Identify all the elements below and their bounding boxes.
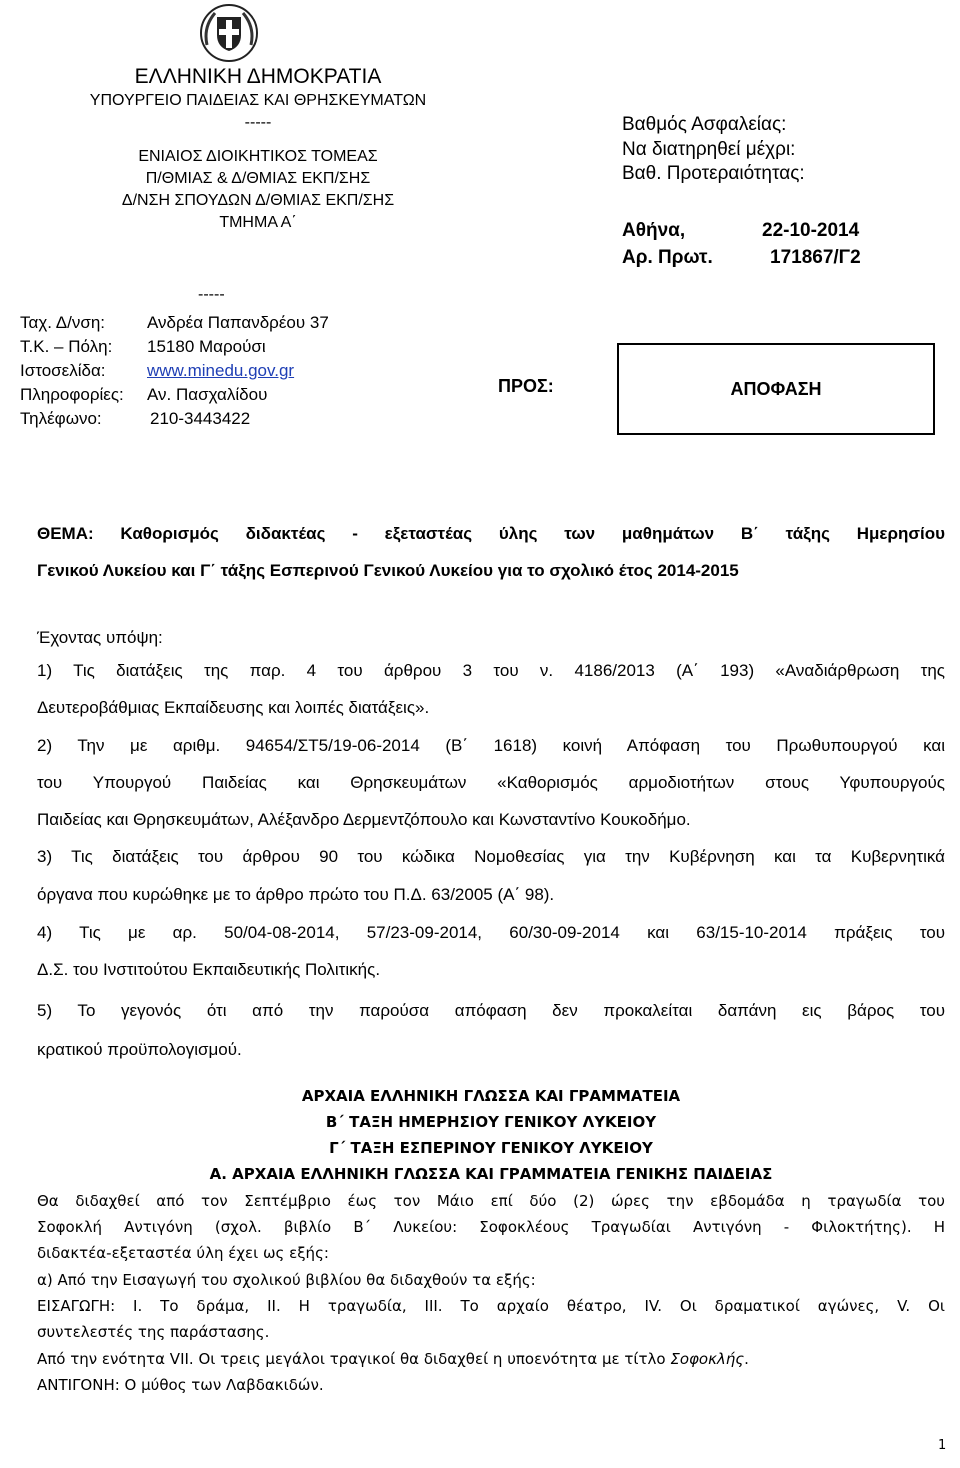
- postcode-label: Τ.Κ. – Πόλη:: [20, 337, 113, 356]
- body-p1-line-2: Σοφοκλή Αντιγόνη (σχολ. βιβλίο Β΄ Λυκείου: Σοφοκλέους Τραγωδίαι Αντιγόνη - Φιλοκτήτης). Η: [37, 1218, 945, 1236]
- postcode-value: 15180 Μαρούσι: [147, 337, 266, 356]
- considering-heading: Έχοντας υπόψη:: [37, 628, 163, 647]
- to-label: ΠΡΟΣ:: [498, 376, 554, 396]
- item-3-line-1: 3) Τις διατάξεις του άρθρου 90 του κώδικα Νομοθεσίας για την Κυβέρνηση και τα Κυβερνητικά: [37, 847, 945, 866]
- website-label: Ιστοσελίδα:: [20, 361, 106, 380]
- ministry-name: ΥΠΟΥΡΓΕΙΟ ΠΑΙΔΕΙΑΣ ΚΑΙ ΘΡΗΣΚΕΥΜΑΤΩΝ: [89, 92, 427, 109]
- section-title-4: Α. ΑΡΧΑΙΑ ΕΛΛΗΝΙΚΗ ΓΛΩΣΣΑ ΚΑΙ ΓΡΑΜΜΑΤΕΙΑ ΓΕΝΙΚΗΣ ΠΑΙΔΕΙΑΣ: [209, 1165, 773, 1183]
- subject-line-2: Γενικού Λυκείου και Γ΄ τάξης Εσπερινού Γενικού Λυκείου για το σχολικό έτος 2014-2015: [37, 561, 739, 580]
- item-3-line-2: όργανα που κυρώθηκε με το άρθρο πρώτο του Π.Δ. 63/2005 (Α΄ 98).: [37, 885, 555, 904]
- info-label: Πληροφορίες:: [20, 385, 124, 404]
- body-p1-line-3: διδακτέα-εξεταστέα ύλη έχει ως εξής:: [37, 1244, 329, 1262]
- priority-level: Βαθ. Προτεραιότητας:: [622, 163, 805, 184]
- unit-line-2: Π/ΘΜΙΑΣ & Δ/ΘΜΙΑΣ ΕΚΠ/ΣΗΣ: [145, 170, 371, 187]
- address-value: Ανδρέα Παπανδρέου 37: [147, 313, 329, 332]
- section-title-2: Β΄ ΤΑΞΗ ΗΜΕΡΗΣΙΟΥ ΓΕΝΙΚΟΥ ΛΥΚΕΙΟΥ: [325, 1113, 657, 1131]
- protocol-label: Αρ. Πρωτ.: [622, 247, 713, 268]
- address-label: Ταχ. Δ/νση:: [20, 313, 106, 332]
- unit-line-4: ΤΜΗΜΑ Α΄: [219, 214, 297, 231]
- item-4-line-2: Δ.Σ. του Ινστιτούτου Εκπαιδευτικής Πολιτικής.: [37, 960, 381, 979]
- website-row: [20, 359, 294, 382]
- phone-value: 210-3443422: [150, 409, 251, 428]
- info-row: [20, 383, 267, 406]
- item-4-line-1: 4) Τις με αρ. 50/04-08-2014, 57/23-09-2014, 60/30-09-2014 και 63/15-10-2014 πράξεις του: [37, 923, 945, 942]
- security-level: Βαθμός Ασφαλείας:: [622, 114, 787, 135]
- body-p1-line-1: Θα διδαχθεί από τον Σεπτέμβριο έως τον Μάιο επί δύο (2) ώρες την εβδομάδα η τραγωδία του: [37, 1192, 945, 1210]
- postcode-row: [20, 335, 266, 358]
- keep-until: Να διατηρηθεί μέχρι:: [622, 139, 796, 160]
- body-p5: ΑΝΤΙΓΟΝΗ: Ο μύθος των Λαβδακιδών.: [37, 1376, 324, 1394]
- protocol-number: 171867/Γ2: [770, 247, 861, 268]
- separator: -----: [198, 286, 225, 303]
- decision-box: [617, 343, 935, 435]
- address-row: [20, 311, 329, 334]
- body-p4-text: Από την ενότητα VII. Οι τρεις μεγάλοι τραγικοί θα διδαχθεί η υποενότητα με τίτλο: [37, 1350, 671, 1368]
- page-number: 1: [938, 1438, 947, 1453]
- decision-title: ΑΠΟΦΑΣΗ: [730, 378, 822, 399]
- country-name: ΕΛΛΗΝΙΚΗ ΔΗΜΟΚΡΑΤΙΑ: [134, 65, 382, 88]
- body-p3-line-1: ΕΙΣΑΓΩΓΗ: Ι. Το δράμα, ΙΙ. Η τραγωδία, ΙΙΙ. Το αρχαίο θέατρο, ΙV. Οι δραματικοί αγώνες, V. Οι: [37, 1297, 945, 1315]
- item-2-line-2: του Υπουργού Παιδείας και Θρησκευμάτων «Καθορισμός αρμοδιοτήτων στους Υφυπουργούς: [37, 773, 945, 792]
- body-p3-line-2: συντελεστές της παράστασης.: [37, 1323, 270, 1341]
- body-p2: α) Από την Εισαγωγή του σχολικού βιβλίου θα διδαχθούν τα εξής:: [37, 1271, 536, 1289]
- greek-emblem-icon: [199, 3, 259, 63]
- body-p4-end: .: [744, 1350, 749, 1368]
- subject-line-1: ΘΕΜΑ: Καθορισμός διδακτέας - εξεταστέας ύλης των μαθημάτων Β΄ τάξης Ημερησίου: [37, 524, 945, 543]
- ministry-header: [60, 64, 456, 234]
- section-title-3: Γ΄ ΤΑΞΗ ΕΣΠΕΡΙΝΟΥ ΓΕΝΙΚΟΥ ΛΥΚΕΙΟΥ: [329, 1139, 653, 1157]
- item-2-line-3: Παιδείας και Θρησκευμάτων, Αλέξανδρο Δερμεντζόπουλο και Κωνσταντίνο Κουκοδήμο.: [37, 810, 691, 829]
- phone-label: Τηλέφωνο:: [20, 409, 102, 428]
- body-p4: [37, 1346, 945, 1372]
- unit-line-1: ΕΝΙΑΙΟΣ ΔΙΟΙΚΗΤΙΚΟΣ ΤΟΜΕΑΣ: [138, 148, 378, 165]
- website-link[interactable]: www.minedu.gov.gr: [147, 361, 295, 380]
- item-2-line-1: 2) Την με αριθμ. 94654/ΣΤ5/19-06-2014 (Β΄ 1618) κοινή Απόφαση του Πρωθυπουργού και: [37, 736, 945, 755]
- separator: -----: [244, 114, 272, 131]
- section-title-1: ΑΡΧΑΙΑ ΕΛΛΗΝΙΚΗ ΓΛΩΣΣΑ ΚΑΙ ΓΡΑΜΜΑΤΕΙΑ: [301, 1087, 681, 1105]
- item-5-line-2: κρατικού προϋπολογισμού.: [37, 1040, 242, 1059]
- city: Αθήνα,: [622, 220, 686, 241]
- item-1-line-2: Δευτεροβάθμιας Εκπαίδευσης και λοιπές διατάξεις».: [37, 698, 430, 717]
- info-value: Αν. Πασχαλίδου: [147, 385, 268, 404]
- item-5-line-1: 5) Το γεγονός ότι από την παρούσα απόφαση δεν προκαλείται δαπάνη εις βάρος του: [37, 1001, 945, 1020]
- date: 22-10-2014: [762, 220, 860, 241]
- unit-line-3: Δ/ΝΣΗ ΣΠΟΥΔΩΝ Δ/ΘΜΙΑΣ ΕΚΠ/ΣΗΣ: [121, 192, 395, 209]
- body-p4-title: Σοφοκλής: [670, 1350, 745, 1368]
- item-1-line-1: 1) Τις διατάξεις της παρ. 4 του άρθρου 3 του ν. 4186/2013 (Α΄ 193) «Αναδιάρθρωση της: [37, 661, 945, 680]
- phone-row: [20, 407, 250, 430]
